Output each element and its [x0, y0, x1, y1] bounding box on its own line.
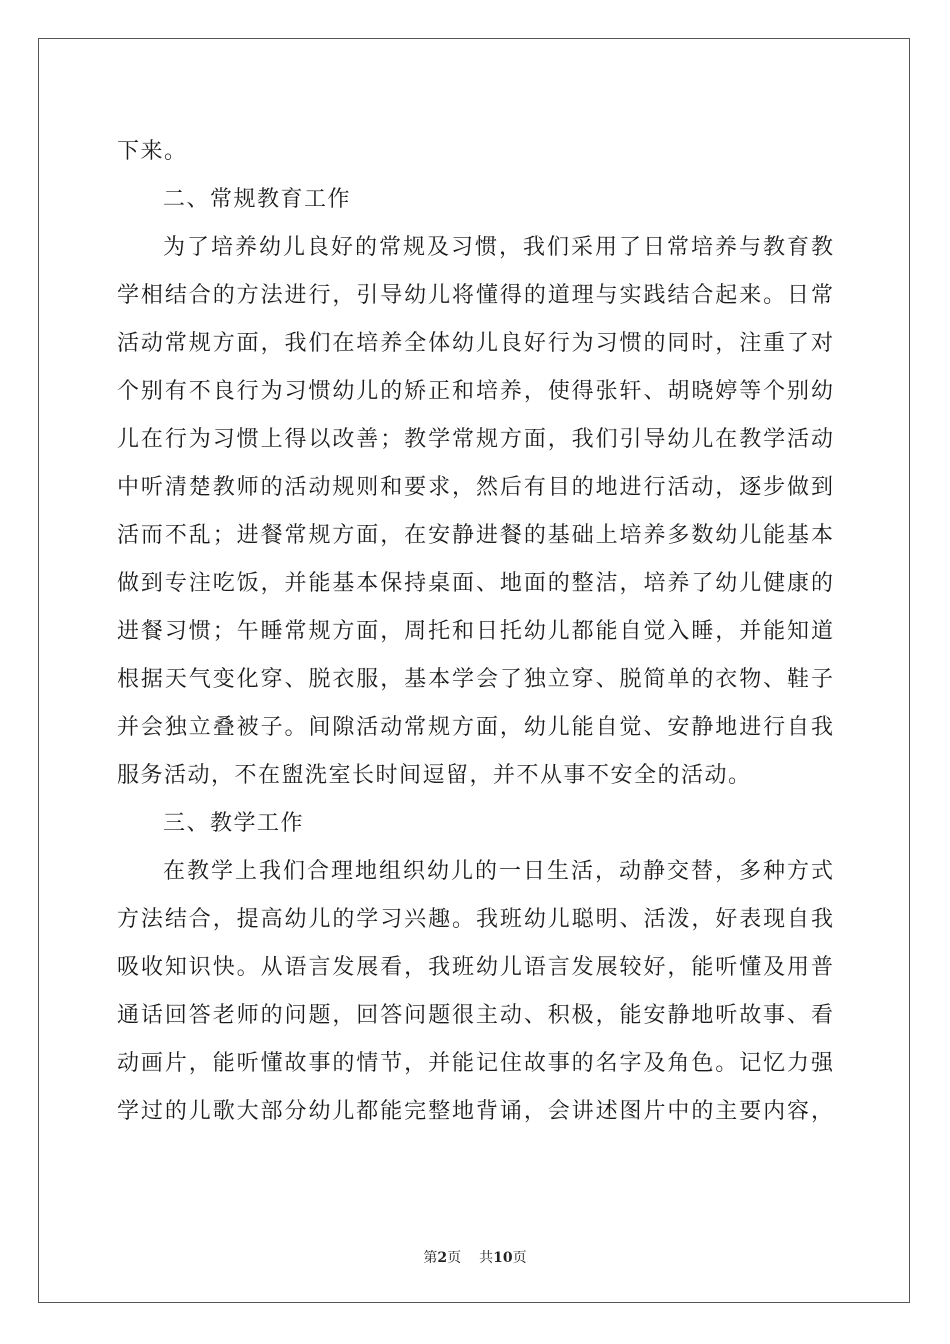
paragraph-line: 通话回答老师的问题，回答问题很主动、积极，能安静地听故事、看 — [117, 1003, 833, 1028]
paragraph-line: 活而不乱；进餐常规方面，在安静进餐的基础上培养多数幼儿能基本 — [117, 523, 833, 548]
total-pages: 10 — [493, 1250, 513, 1266]
paragraph-line: 学过的儿歌大部分幼儿都能完整地背诵，会讲述图片中的主要内容， — [117, 1099, 833, 1124]
paragraph-line: 做到专注吃饭，并能基本保持桌面、地面的整洁，培养了幼儿健康的 — [117, 571, 833, 596]
page-number: 2 — [437, 1250, 448, 1266]
total-prefix: 共 — [479, 1250, 494, 1266]
page-prefix: 第 — [423, 1250, 438, 1266]
paragraph-line: 个别有不良行为习惯幼儿的矫正和培养，使得张轩、胡晓婷等个别幼 — [117, 379, 833, 404]
paragraph-line: 在教学上我们合理地组织幼儿的一日生活，动静交替，多种方式 — [163, 859, 833, 884]
total-suffix: 页 — [512, 1250, 527, 1266]
paragraph-line: 中听清楚教师的活动规则和要求，然后有目的地进行活动，逐步做到 — [117, 475, 833, 500]
paragraph-line: 学相结合的方法进行，引导幼儿将懂得的道理与实践结合起来。日常 — [117, 283, 833, 308]
text-line-continuation: 下来。 — [117, 139, 188, 164]
paragraph-line: 服务活动，不在盥洗室长时间逗留，并不从事不安全的活动。 — [117, 763, 752, 788]
paragraph-line: 并会独立叠被子。间隙活动常规方面，幼儿能自觉、安静地进行自我 — [117, 715, 833, 740]
section-heading-teaching-work: 三、教学工作 — [163, 811, 305, 836]
paragraph-line: 动画片，能听懂故事的情节，并能记住故事的名字及角色。记忆力强 — [117, 1051, 833, 1076]
paragraph-line: 吸收知识快。从语言发展看，我班幼儿语言发展较好，能听懂及用普 — [117, 955, 833, 980]
section-heading-routine-education: 二、常规教育工作 — [163, 187, 352, 212]
paragraph-line: 为了培养幼儿良好的常规及习惯，我们采用了日常培养与教育教 — [163, 235, 833, 260]
paragraph-line: 进餐习惯；午睡常规方面，周托和日托幼儿都能自觉入睡，并能知道 — [117, 619, 833, 644]
page-suffix: 页 — [447, 1250, 462, 1266]
page-footer — [0, 1248, 950, 1268]
paragraph-line: 活动常规方面，我们在培养全体幼儿良好行为习惯的同时，注重了对 — [117, 331, 833, 356]
paragraph-line: 方法结合，提高幼儿的学习兴趣。我班幼儿聪明、活泼，好表现自我 — [117, 907, 833, 932]
paragraph-line: 儿在行为习惯上得以改善；教学常规方面，我们引导幼儿在教学活动 — [117, 427, 833, 452]
page-indicator — [423, 1250, 461, 1266]
total-pages-indicator — [479, 1250, 526, 1266]
paragraph-line: 根据天气变化穿、脱衣服，基本学会了独立穿、脱简单的衣物、鞋子 — [117, 667, 833, 692]
